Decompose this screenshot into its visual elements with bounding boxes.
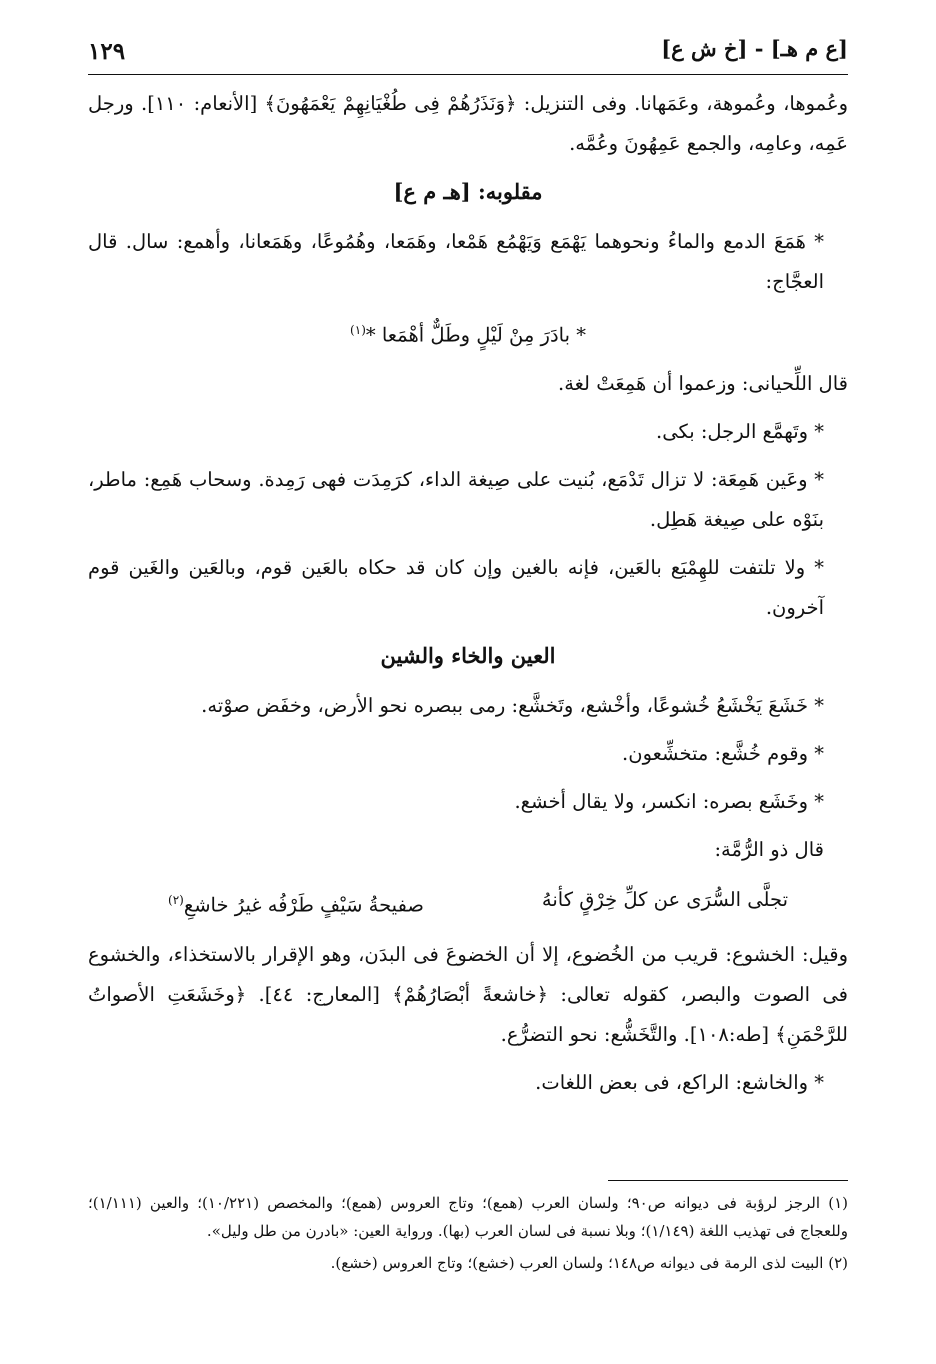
paragraph-khashaa: * خَشَعَ يَخْشَعُ خُشوعًا، وأخْشع، وتَخشَّع: رمى ببصره نحو الأرض، وخفَض صوْته. <box>201 693 824 717</box>
section-heading-maqlubuh: مقلوبه: [هـ م ع] <box>393 179 543 204</box>
paragraph-ayn-hamia: * وعَين هَمِعَة: لا تزال تَدْمَع، بُنيت على صِيغة الداء، كرَمِدَت فهى رَمِدة. وسحاب هَمِع: ماطر، بنَوْه على صِيغة هَطِل. <box>88 467 824 531</box>
paragraph-khashi: * والخاشع: الراكع، فى بعض اللغات. <box>535 1071 824 1094</box>
paragraph-khushu-definition: وقيل: الخشوع: قريب من الخُضوع، إلا أن الخضوعَ فى البدَن، وهو الإقرار بالاستخذاء، والخشوع فى الصوت والبصر، كقوله تعالى: ﴿خاشعةً أبْصَارُهُمْ﴾ [المعارج: ٤٤]. ﴿وخَشَعَتِ الأصواتُ للرَّحْمَنِ﴾ [طه:١٠٨]. والتَّخَشُّع: نحو التضرُّع. <box>88 943 848 1046</box>
footnote-1: (١) الرجز لرؤبة فى ديوانه ص٩٠؛ ولسان العرب (همع)؛ وتاج العروس (همع)؛ والمخصص (١٠/٢٢١)؛ والعين (١/١١١)؛ وللعجاج فى تهذيب اللغة (١/١٤٩)؛ وبلا نسبة فى لسان العرب (بها). ورواية العين: «بادرن من طل وليل». <box>88 1194 848 1240</box>
footnote-2: (٢) البيت لذى الرمة فى ديوانه ص١٤٨؛ ولسان العرب (خشع)؛ وتاج العروس (خشع). <box>330 1254 848 1272</box>
paragraph-tahamma: * وتَهمَّع الرجل: بكى. <box>656 419 824 443</box>
paragraph-dhu-al-rumma: قال ذو الرُّمَّة: <box>714 837 824 861</box>
rajaz-line: * بادَرَ مِنْ لَيْلٍ وطَلٌّ أهْمَعا * <box>365 323 586 347</box>
paragraph-hama: * هَمَعَ الدمع والماءُ ونحوهما يَهْمَع وَيَهْمُع هَمْعا، وهَمَعا، وهُمُوعًا، وهَمَعانا، وأهمع: سال. قال العجَّاج: <box>88 230 824 293</box>
header-root-range: [ع م هـ] - [خ ش ع] <box>661 36 848 61</box>
rajaz-quote <box>88 310 848 356</box>
footnote-divider <box>608 1180 848 1181</box>
paragraph-khashaa-basaruh: * وخَشَع بصره: انكسر، ولا يقال أخشع. <box>514 789 824 813</box>
verse-second-hemistich <box>168 880 424 926</box>
verse-second-text: صفيحةُ سَيْفٍ طَرْفُه غيرُ خاشعِ <box>183 893 424 916</box>
intro-paragraph: وعُموها، وعُموهة، وعَمَهانا. وفى التنزيل: ﴿وَنَذَرُهُمْ فِى طُغْيَانِهِمْ يَعْمَهُونَ﴾ [الأنعام: ١١٠]. ورجل عَمِه، وعامِه، والجمع عَمِهُونَ وعُمَّه. <box>88 92 848 155</box>
paragraph-lihyani: قال اللِّحيانى: وزعموا أن هَمِعَتْ لغة. <box>558 371 848 395</box>
verse-first-hemistich: تجلَّى السُّرَى عن كلِّ خِرْقٍ كأنهُ <box>541 887 788 911</box>
footnote-ref-1: (١) <box>350 323 366 337</box>
section-heading-ayn-kha-shin: العين والخاء والشين <box>380 642 556 668</box>
paragraph-himya: * ولا تلتفت للهِمْيَع بالعَين، فإنه بالغين وإن كان قد حكاه بالعَين قوم، وبالعَين والغَين قوم آخرون. <box>88 555 824 619</box>
footnote-ref-2: (٢) <box>168 892 184 907</box>
poetry-verse <box>88 880 848 926</box>
main-text <box>88 84 848 1111</box>
page-header <box>88 34 848 75</box>
footnotes <box>88 1180 848 1281</box>
paragraph-qawm-khushsha: * وقوم خُشَّع: متخشِّعون. <box>622 741 824 765</box>
page-number: ١٢٩ <box>88 38 126 65</box>
